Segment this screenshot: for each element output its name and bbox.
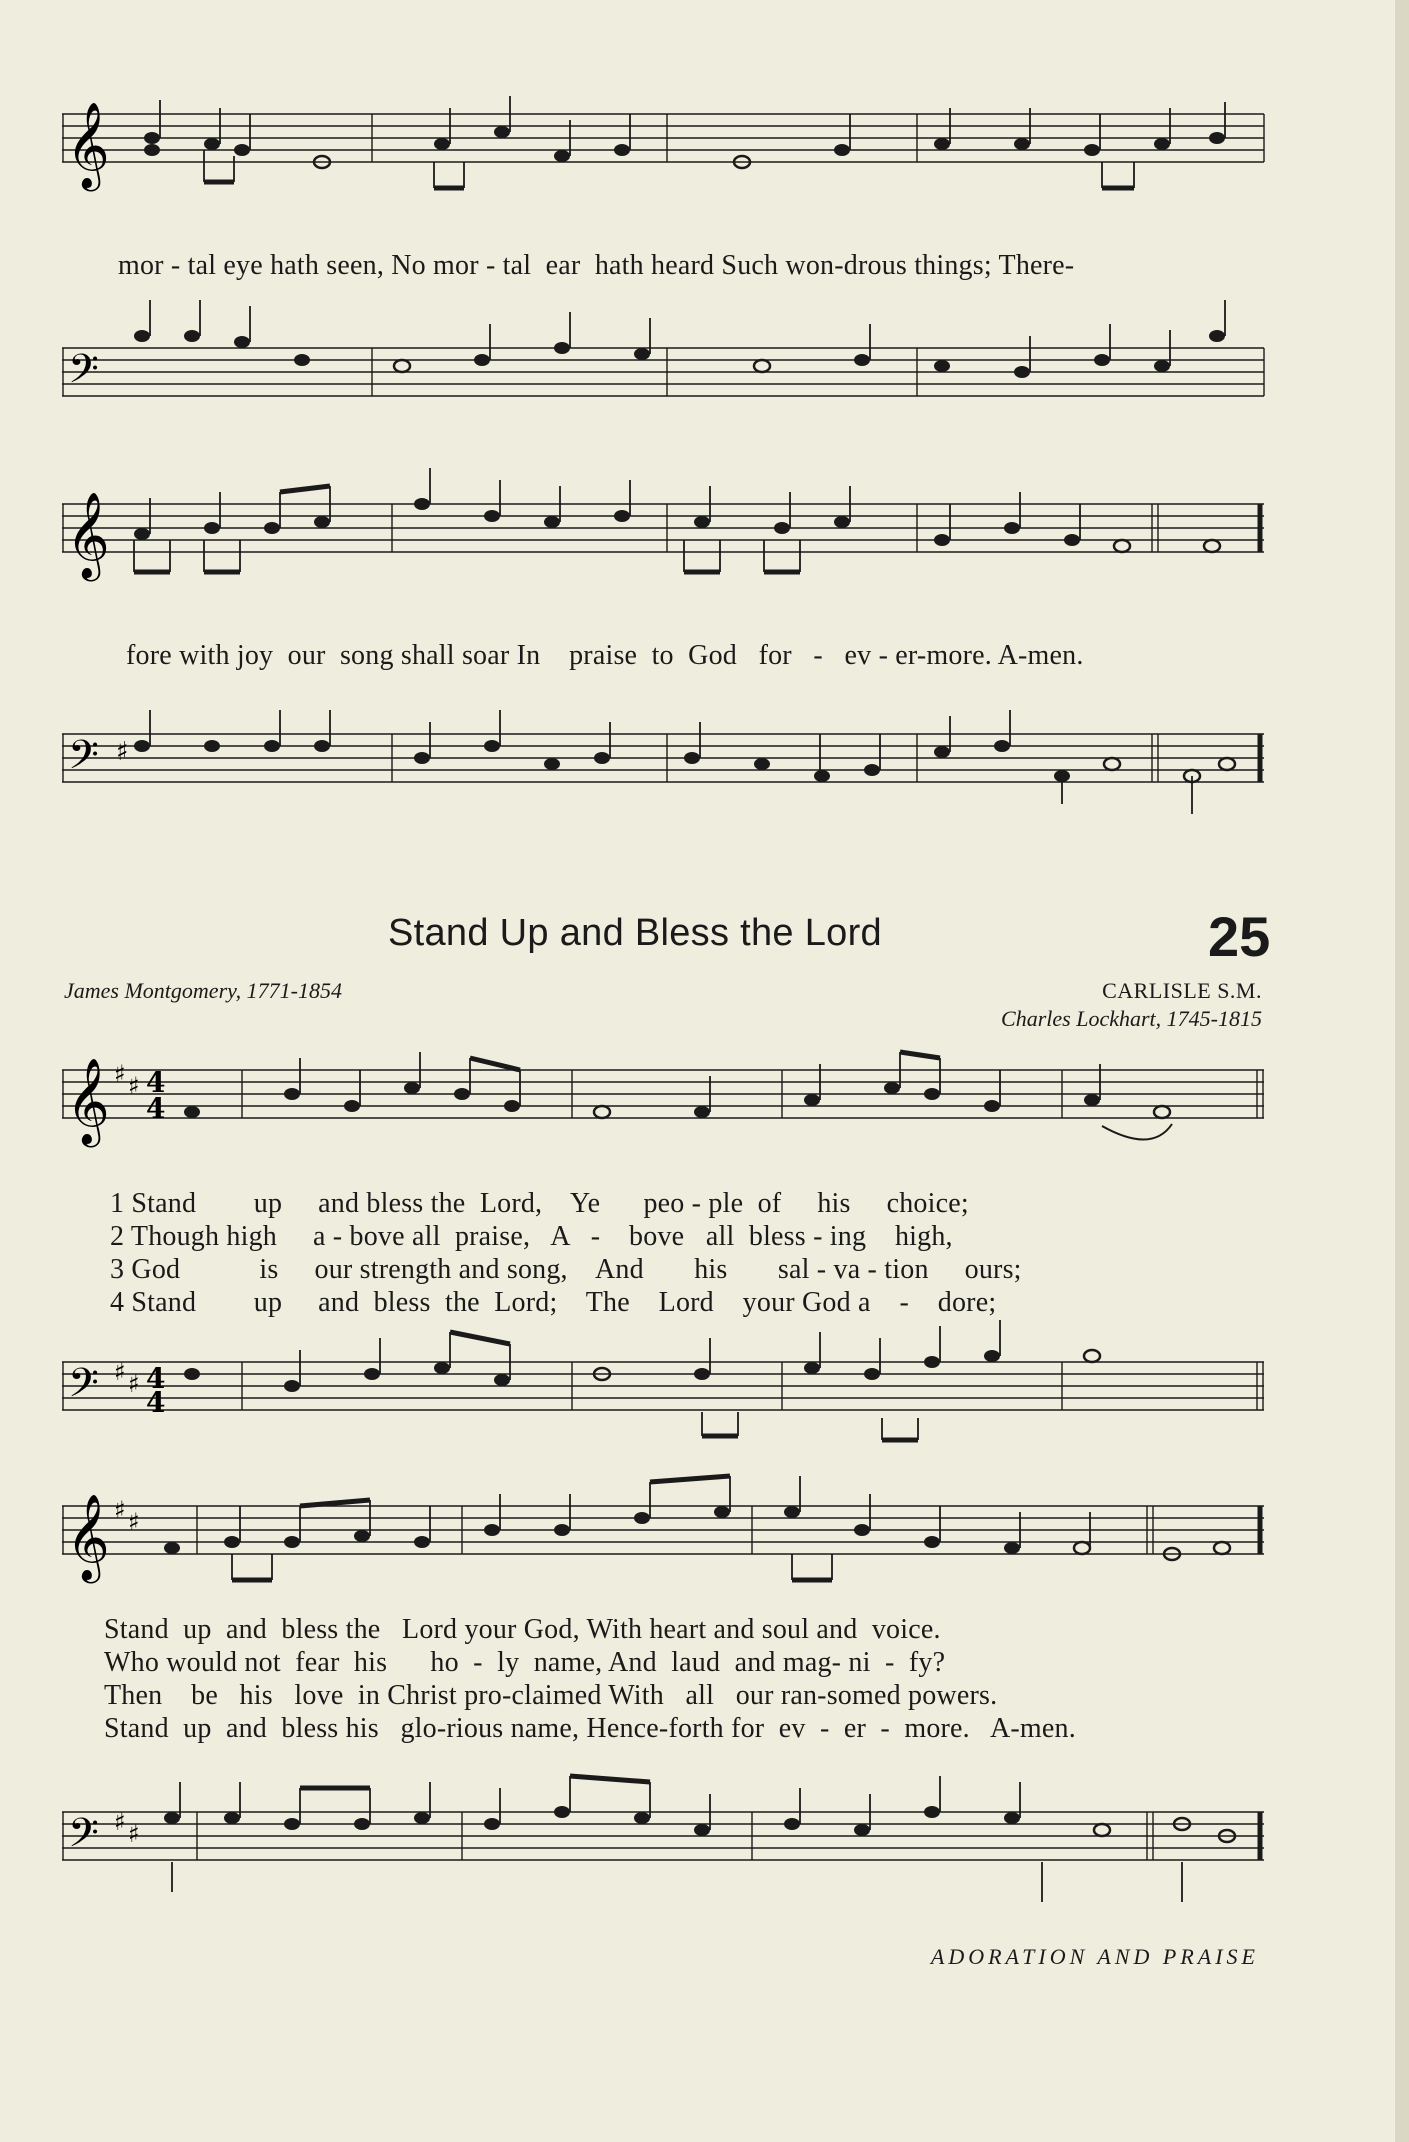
verse-2-line-1: 2 Though high a - bove all praise, A - bove all bless - ing high, [110,1221,953,1252]
treble-staff [62,102,1267,198]
composer: Charles Lockhart, 1745-1815 [1001,1006,1262,1031]
bass-staff [62,1322,1267,1452]
svg-text:𝄢: 𝄢 [68,346,99,402]
treble-staff-notation [62,1494,1267,1590]
verse-3-line-1: 3 God is our strength and song, And his sal - va - tion ours; [110,1254,1022,1285]
svg-text:♯: ♯ [114,1808,126,1836]
verse-1-line-1: 1 Stand up and bless the Lord, Ye peo - ple of his choice; [110,1188,969,1219]
hymn-title: Stand Up and Bless the Lord [388,912,882,954]
svg-text:𝄞: 𝄞 [66,102,110,188]
bass-staff [62,1752,1267,1912]
svg-text:𝄢: 𝄢 [68,732,99,788]
bass-staff-notation [62,318,1267,418]
tune-name: CARLISLE S.M. [1102,978,1262,1003]
svg-text:4: 4 [146,1092,166,1125]
verse-4-line-2: Stand up and bless his glo-rious name, Hence-forth for ev - er - more. A-men. [104,1713,1076,1744]
bass-staff-notation [62,1752,1267,1912]
bass-staff [62,318,1267,418]
page-edge [1395,0,1409,2142]
treble-staff [62,1494,1267,1590]
top-lyrics-line-1: mor - tal eye hath seen, No mor - tal ear hath heard Such won-drous things; There- [118,250,1075,281]
svg-text:𝄢: 𝄢 [68,1360,99,1416]
verse-4-line-1: 4 Stand up and bless the Lord; The Lord your God a - dore; [110,1287,997,1318]
bass-staff-notation [62,704,1267,824]
svg-text:♯: ♯ [128,1072,140,1100]
svg-text:4: 4 [146,1066,166,1099]
verse-3-line-2: Then be his love in Christ pro-claimed With all our ran-somed powers. [104,1680,998,1711]
svg-text:4: 4 [146,1386,166,1419]
bass-staff-notation [62,1322,1267,1452]
svg-text:4: 4 [146,1362,166,1395]
svg-text:𝄞: 𝄞 [66,1058,110,1144]
verse-1-line-2: Stand up and bless the Lord your God, With heart and soul and voice. [104,1614,941,1645]
svg-text:♯: ♯ [116,737,129,767]
hymn-number: 25 [1208,905,1271,968]
top-lyrics-line-2: fore with joy our song shall soar In praise to God for - ev - er-more. A-men. [126,640,1084,671]
treble-staff-notation [62,102,1267,198]
bass-staff [62,704,1267,824]
treble-staff-notation [62,1058,1267,1154]
section-footer: ADORATION AND PRAISE [930,1944,1259,1969]
svg-text:♯: ♯ [114,1358,126,1386]
verse-2-line-2: Who would not fear his ho - ly name, And laud and mag- ni - fy? [104,1647,946,1678]
hymn-author: James Montgomery, 1771-1854 [64,978,343,1003]
svg-text:𝄞: 𝄞 [66,1494,110,1580]
treble-staff-notation [62,492,1267,588]
treble-staff [62,1058,1267,1154]
svg-text:𝄞: 𝄞 [66,492,110,578]
svg-text:♯: ♯ [128,1370,140,1398]
svg-text:♯: ♯ [114,1496,126,1524]
svg-text:♯: ♯ [128,1508,140,1536]
svg-text:𝄢: 𝄢 [68,1810,99,1866]
svg-text:♯: ♯ [128,1820,140,1848]
svg-text:♯: ♯ [114,1060,126,1088]
treble-staff [62,492,1267,588]
